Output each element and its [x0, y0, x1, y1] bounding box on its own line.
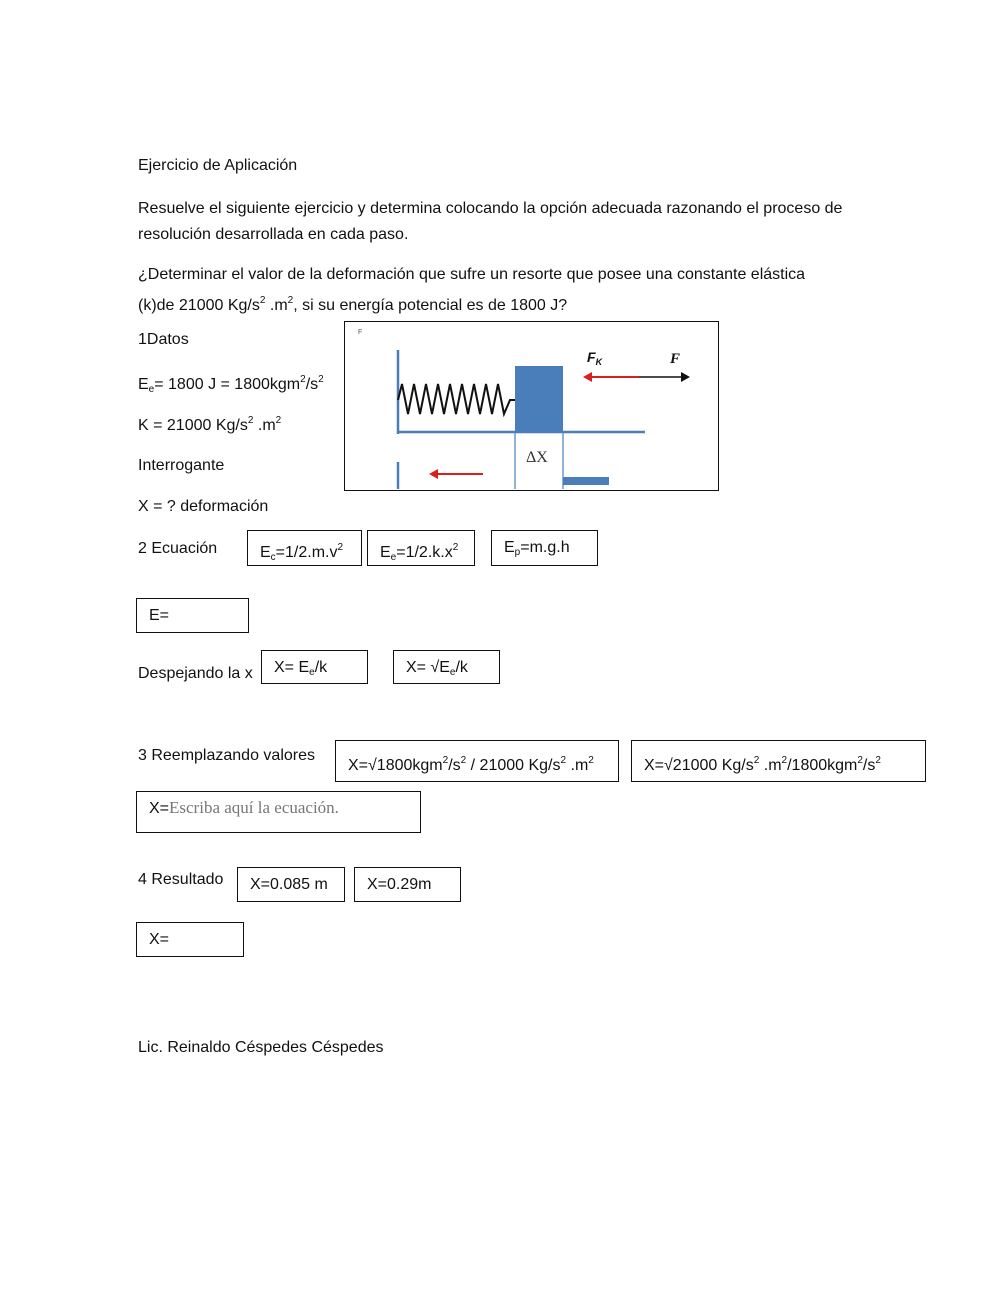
spring-coil — [398, 384, 515, 414]
displaced-block — [563, 477, 609, 485]
f-label: F — [670, 351, 681, 367]
equation-answer-field[interactable]: E= — [136, 598, 249, 633]
energy-datum: $E_e= 1800$ $J = 1800kgm^2/s^2$ — [138, 374, 324, 395]
f-arrowhead — [681, 372, 690, 382]
restoring-arrowhead — [429, 469, 438, 479]
author-signature: Lic. Reinaldo Céspedes Céspedes — [138, 1039, 384, 1056]
option-x-sqrt[interactable]: $X= √E_e/k$ — [393, 650, 500, 684]
option-elastic-energy[interactable]: $E_e=1/2.k.x^2$ — [367, 530, 475, 566]
fk-label: $F_K$ — [587, 349, 603, 367]
substitution-answer-field[interactable]: X=Escriba aquí la ecuación. — [136, 791, 421, 833]
spring-diagram — [345, 322, 717, 489]
page-title: Ejercicio de Aplicación — [138, 157, 298, 174]
option-substitution-2[interactable]: X=√21000 $Kg/s^2$ $.m^2/1800kgm^2/s^2$ — [631, 740, 926, 782]
question-line-2: (k)de 21000 $Kg/s^2$ $.m^2$, si su energía potencial es de 1800 J? — [138, 295, 568, 314]
fk-arrowhead — [583, 372, 592, 382]
option-x-linear[interactable]: $X= E_e/k$ — [261, 650, 368, 684]
equation-placeholder: Escriba aquí la ecuación. — [169, 798, 339, 817]
spring-figure — [344, 321, 719, 491]
option-kinetic-energy[interactable]: $E_c=1/2.m.v^2$ — [247, 530, 362, 566]
result-answer-field[interactable]: X= — [136, 922, 244, 957]
option-result-2[interactable]: X=0.29m — [354, 867, 461, 902]
ecuacion-heading: 2 Ecuación — [138, 540, 218, 557]
delta-x-label: ΔX — [526, 449, 548, 466]
option-substitution-1[interactable]: $X=√1800kgm^2/s^2 / 21000$ $Kg/s^2$ $.m^2$ — [335, 740, 619, 782]
block-mass — [515, 366, 563, 432]
reemplazo-heading: 3 Reemplazando valores — [138, 747, 315, 764]
despeje-label: Despejando la x — [138, 665, 253, 682]
resultado-heading: 4 Resultado — [138, 871, 224, 888]
instructions: Resuelve el siguiente ejercicio y determina colocando la opción adecuada razonando el proceso de resolución desarrollada en cada paso. — [138, 200, 843, 243]
question — [138, 262, 878, 319]
question-line-1: ¿Determinar el valor de la deformación que sufre un resorte que posee una constante elástica — [138, 266, 806, 283]
k-datum: K = 21000 $Kg/s^2$ $.m^2$ — [138, 415, 282, 434]
datos-heading: 1Datos — [138, 331, 189, 348]
unknown-x: X = ? deformación — [138, 498, 269, 515]
option-result-1[interactable]: X=0.085 m — [237, 867, 345, 902]
corner-mark: F — [358, 329, 363, 336]
interrogante-heading: Interrogante — [138, 457, 225, 474]
option-potential-energy[interactable]: $E_p=m.g.h$ — [491, 530, 598, 566]
